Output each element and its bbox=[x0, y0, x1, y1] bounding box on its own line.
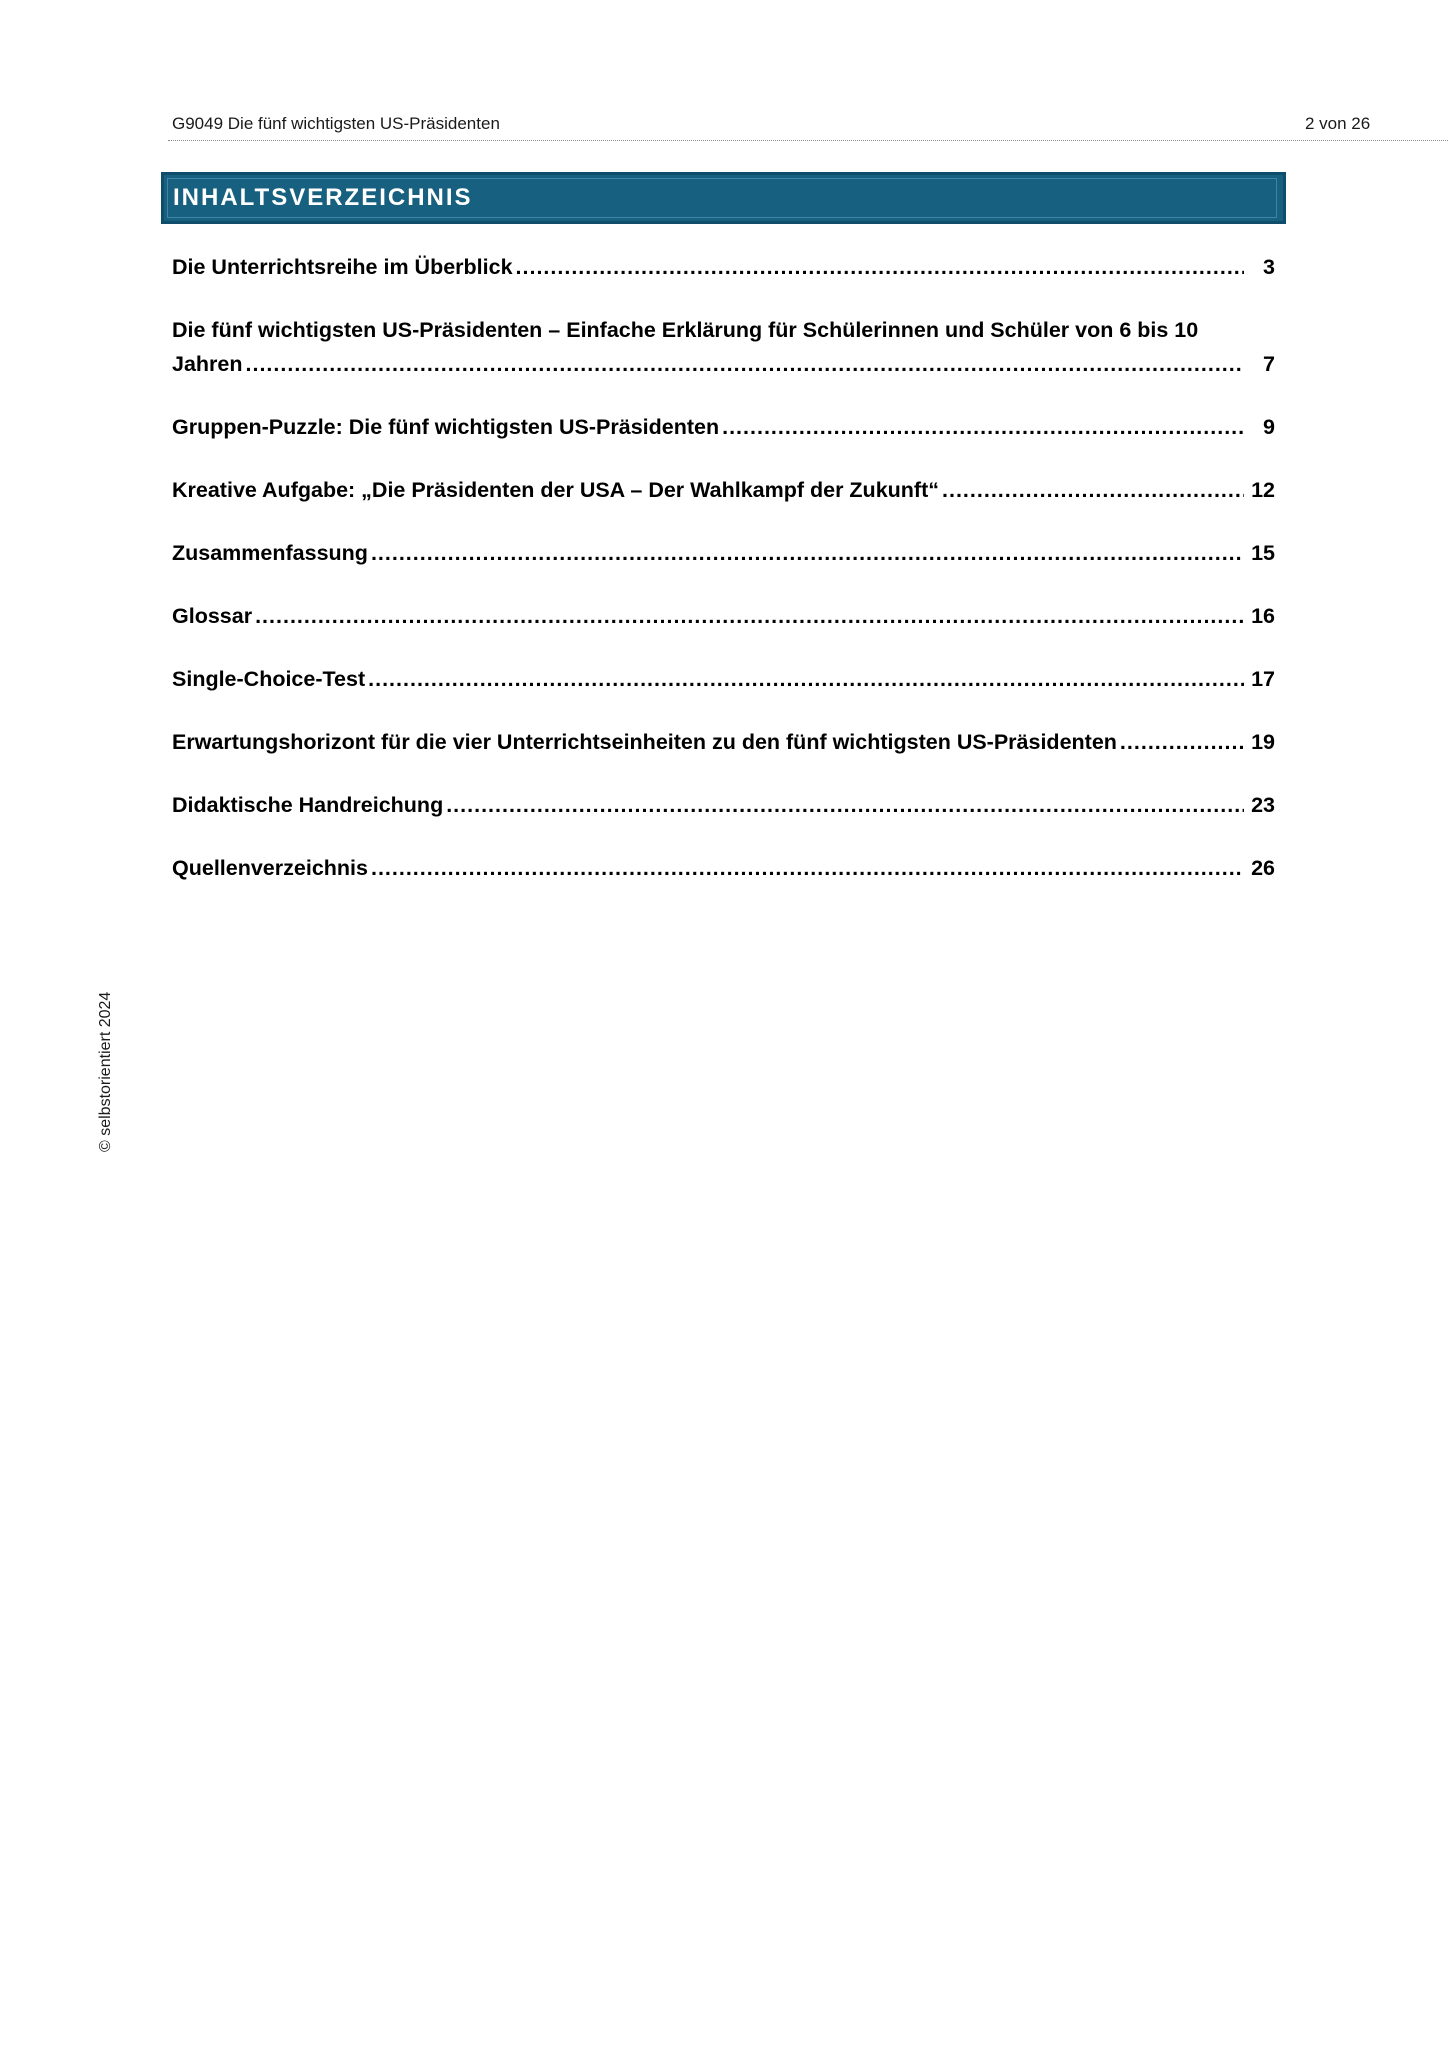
toc-entry-label: Didaktische Handreichung bbox=[172, 793, 444, 817]
toc-entry-glossar[interactable] bbox=[172, 599, 1275, 633]
toc-entry-page: 23 bbox=[1251, 793, 1275, 817]
toc-dot-leader bbox=[255, 599, 1244, 633]
toc-dot-leader bbox=[942, 473, 1244, 507]
toc-entry-einfache-erklaerung[interactable] bbox=[172, 313, 1275, 381]
toc-dot-leader bbox=[516, 250, 1244, 284]
document-title: G9049 Die fünf wichtigsten US-Präsidenten bbox=[172, 114, 500, 133]
toc-entry-label: Single-Choice-Test bbox=[172, 667, 366, 691]
toc-entry-page: 15 bbox=[1251, 541, 1275, 565]
toc-entry-page: 16 bbox=[1251, 604, 1275, 628]
toc-entry-erwartungshorizont[interactable] bbox=[172, 725, 1275, 759]
toc-entry-page: 7 bbox=[1263, 352, 1275, 376]
toc-entry-label-line1: Die fünf wichtigsten US-Präsidenten – Einfache Erklärung für Schülerinnen und Schüler von 6 bis 10 bbox=[172, 318, 1199, 342]
toc-entry-single-choice-test[interactable] bbox=[172, 662, 1275, 696]
toc-entry-ueberblick[interactable] bbox=[172, 250, 1275, 284]
toc-entry-label: Gruppen-Puzzle: Die fünf wichtigsten US-Präsidenten bbox=[172, 415, 720, 439]
toc-dot-leader bbox=[446, 788, 1244, 822]
page-indicator: 2 von 26 bbox=[1305, 114, 1371, 133]
toc-entry-page: 19 bbox=[1251, 730, 1275, 754]
toc-entry-page: 12 bbox=[1251, 478, 1275, 502]
toc-entry-label: Glossar bbox=[172, 604, 253, 628]
toc-entry-page: 17 bbox=[1251, 667, 1275, 691]
toc-entry-didaktische-handreichung[interactable] bbox=[172, 788, 1275, 822]
toc-entry-label: Erwartungshorizont für die vier Unterrichtseinheiten zu den fünf wichtigsten US-Präsidenten bbox=[172, 730, 1117, 754]
toc-dot-leader bbox=[722, 410, 1244, 444]
toc-heading: INHALTSVERZEICHNIS bbox=[173, 184, 473, 211]
copyright-notice: © selbstorientiert 2024 bbox=[97, 991, 114, 1152]
toc-dot-leader bbox=[371, 851, 1244, 885]
toc-entry-page: 26 bbox=[1251, 856, 1275, 880]
toc-entry-quellenverzeichnis[interactable] bbox=[172, 851, 1275, 885]
toc-entry-zusammenfassung[interactable] bbox=[172, 536, 1275, 570]
toc-entry-page: 9 bbox=[1263, 415, 1275, 439]
toc-dot-leader bbox=[246, 347, 1244, 381]
toc-entry-kreative-aufgabe[interactable] bbox=[172, 473, 1275, 507]
table-of-contents bbox=[172, 250, 1275, 914]
toc-entry-page: 3 bbox=[1263, 255, 1275, 279]
toc-dot-leader bbox=[1120, 725, 1244, 759]
toc-dot-leader bbox=[368, 662, 1244, 696]
toc-entry-label: Quellenverzeichnis bbox=[172, 856, 368, 880]
toc-dot-leader bbox=[371, 536, 1244, 570]
toc-entry-label: Kreative Aufgabe: „Die Präsidenten der USA – Der Wahlkampf der Zukunft“ bbox=[172, 478, 939, 502]
toc-entry-gruppen-puzzle[interactable] bbox=[172, 410, 1275, 444]
toc-entry-label-line2: Jahren bbox=[172, 352, 243, 376]
page-header bbox=[168, 112, 1448, 141]
toc-entry-label: Die Unterrichtsreihe im Überblick bbox=[172, 255, 513, 279]
toc-entry-label: Zusammenfassung bbox=[172, 541, 368, 565]
toc-banner bbox=[161, 172, 1286, 224]
